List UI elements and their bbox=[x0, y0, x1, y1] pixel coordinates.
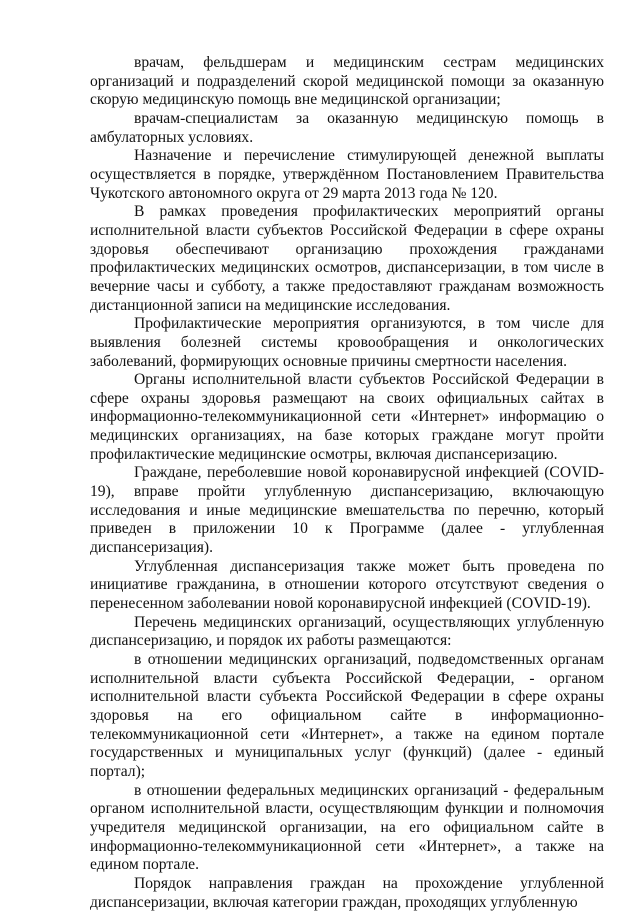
paragraph-7: Граждане, переболевшие новой коронавирусной инфекцией (COVID-19), вправе пройти углубленную диспансеризацию, включающую исследования и иные медицинские вмешательства по перечню, который приведен в приложении 10 к Программе (далее - углубленная диспансеризация). bbox=[90, 464, 604, 557]
paragraph-4: В рамках проведения профилактических мероприятий органы исполнительной власти субъектов Российской Федерации в сфере охраны здоровья обеспечивают организацию прохождения гражданами профилактических медицинских осмотров, диспансеризации, в том числе в вечерние часы и субботу, а также предоставляют гражданам возможность дистанционной записи на медицинские исследования. bbox=[90, 203, 604, 314]
paragraph-3: Назначение и перечисление стимулирующей денежной выплаты осуществляется в порядке, утверждённом Постановлением Правительства Чукотского автономного округа от 29 марта 2013 года № 120. bbox=[90, 147, 604, 202]
paragraph-1: врачам, фельдшерам и медицинским сестрам медицинских организаций и подразделений скорой медицинской помощи за оказанную скорую медицинскую помощь вне медицинской организации; bbox=[90, 54, 604, 109]
paragraph-5: Профилактические мероприятия организуются, в том числе для выявления болезней системы кровообращения и онкологических заболеваний, формирующих основные причины смертности населения. bbox=[90, 315, 604, 370]
paragraph-12: Порядок направления граждан на прохождение углубленной диспансеризации, включая категории граждан, проходящих углубленную bbox=[90, 874, 604, 911]
paragraph-11: в отношении федеральных медицинских организаций - федеральным органом исполнительной власти, осуществляющим функции и полномочия учредителя медицинской организации, на его официальном сайте в информационно-телекоммуникационной сети «Интернет», а также на едином портале. bbox=[90, 781, 604, 874]
paragraph-8: Углубленная диспансеризация также может быть проведена по инициативе гражданина, в отношении которого отсутствуют сведения о перенесенном заболевании новой коронавирусной инфекцией (COVID-19). bbox=[90, 557, 604, 613]
paragraph-10: в отношении медицинских организаций, подведомственных органам исполнительной власти субъекта Российской Федерации, - органом исполнительной власти субъекта Российской Федерации в сфере охраны здоровья на его официальном сайте в информационно-телекоммуникационной сети «Интернет», а также на едином портале государственных и муниципальных услуг (функций) (далее - единый портал); bbox=[90, 651, 604, 780]
paragraph-2: врачам-специалистам за оказанную медицинскую помощь в амбулаторных условиях. bbox=[90, 109, 604, 146]
document-body bbox=[90, 54, 604, 912]
paragraph-9: Перечень медицинских организаций, осуществляющих углубленную диспансеризацию, и порядок их работы размещаются: bbox=[90, 613, 604, 650]
paragraph-6: Органы исполнительной власти субъектов Российской Федерации в сфере охраны здоровья размещают на своих официальных сайтах в информационно-телекоммуникационной сети «Интернет» информацию о медицинских организациях, на базе которых граждане могут пройти профилактические медицинские осмотры, включая диспансеризацию. bbox=[90, 371, 604, 463]
